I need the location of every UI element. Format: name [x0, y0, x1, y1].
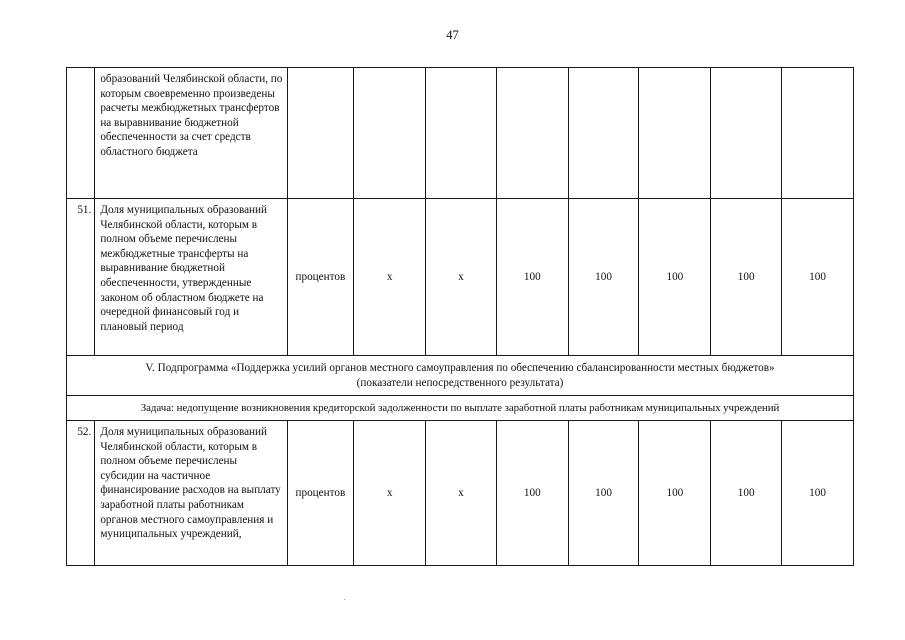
task-text: Задача: недопущение возникновения кредиторской задолженности по выплате заработной платы работникам муниципальных учреждений — [67, 396, 854, 421]
indicator-name: Доля муниципальных образований Челябинской области, которым в полном объеме перечислены межбюджетные трансферты на выравнивание бюджетной обеспеченности, утвержденные законом об областном бюджете на очередной финансовый год и плановый период — [95, 199, 287, 356]
section-heading — [67, 356, 854, 396]
unit-cell: процентов — [287, 421, 354, 566]
value-cell: 100 — [782, 421, 854, 566]
section-subtitle: (показатели непосредственного результата) — [356, 376, 564, 389]
value-cell — [426, 68, 497, 199]
unit-cell — [287, 68, 354, 199]
value-cell: 100 — [639, 199, 711, 356]
value-cell: 100 — [711, 199, 782, 356]
value-cell: 100 — [782, 199, 854, 356]
value-cell: 100 — [711, 421, 782, 566]
value-cell — [639, 68, 711, 199]
page-number: 47 — [446, 28, 459, 42]
value-cell — [568, 68, 639, 199]
row-number — [67, 68, 95, 199]
row-number: 52. — [67, 421, 95, 566]
value-cell: 100 — [496, 421, 568, 566]
value-cell: x — [426, 421, 497, 566]
value-cell — [711, 68, 782, 199]
value-cell — [354, 68, 426, 199]
section-title: V. Подпрограмма «Поддержка усилий органов местного самоуправления по обеспечению сбалансированности местных бюджетов» — [145, 361, 775, 374]
table-row-continuation — [67, 68, 854, 199]
value-cell: 100 — [568, 421, 639, 566]
row-number: 51. — [67, 199, 95, 356]
value-cell: x — [426, 199, 497, 356]
value-cell — [782, 68, 854, 199]
value-cell: x — [354, 199, 426, 356]
table-row-52 — [67, 421, 854, 566]
value-cell — [496, 68, 568, 199]
unit-cell: процентов — [287, 199, 354, 356]
value-cell: 100 — [568, 199, 639, 356]
value-cell: 100 — [639, 421, 711, 566]
value-cell: x — [354, 421, 426, 566]
scan-speck — [344, 599, 345, 600]
task-row — [67, 396, 854, 421]
value-cell: 100 — [496, 199, 568, 356]
indicator-name: образований Челябинской области, по которым своевременно произведены расчеты межбюджетных трансфертов на выравнивание бюджетной обеспеченности за счет средств областного бюджета — [95, 68, 287, 199]
indicator-name: Доля муниципальных образований Челябинской области, которым в полном объеме перечислены субсидии на частичное финансирование расходов на выплату заработной платы работникам органов местного самоуправления и муниципальных учреждений, — [95, 421, 287, 566]
table-row-51 — [67, 199, 854, 356]
section-heading-row — [67, 356, 854, 396]
indicators-table — [66, 67, 854, 566]
